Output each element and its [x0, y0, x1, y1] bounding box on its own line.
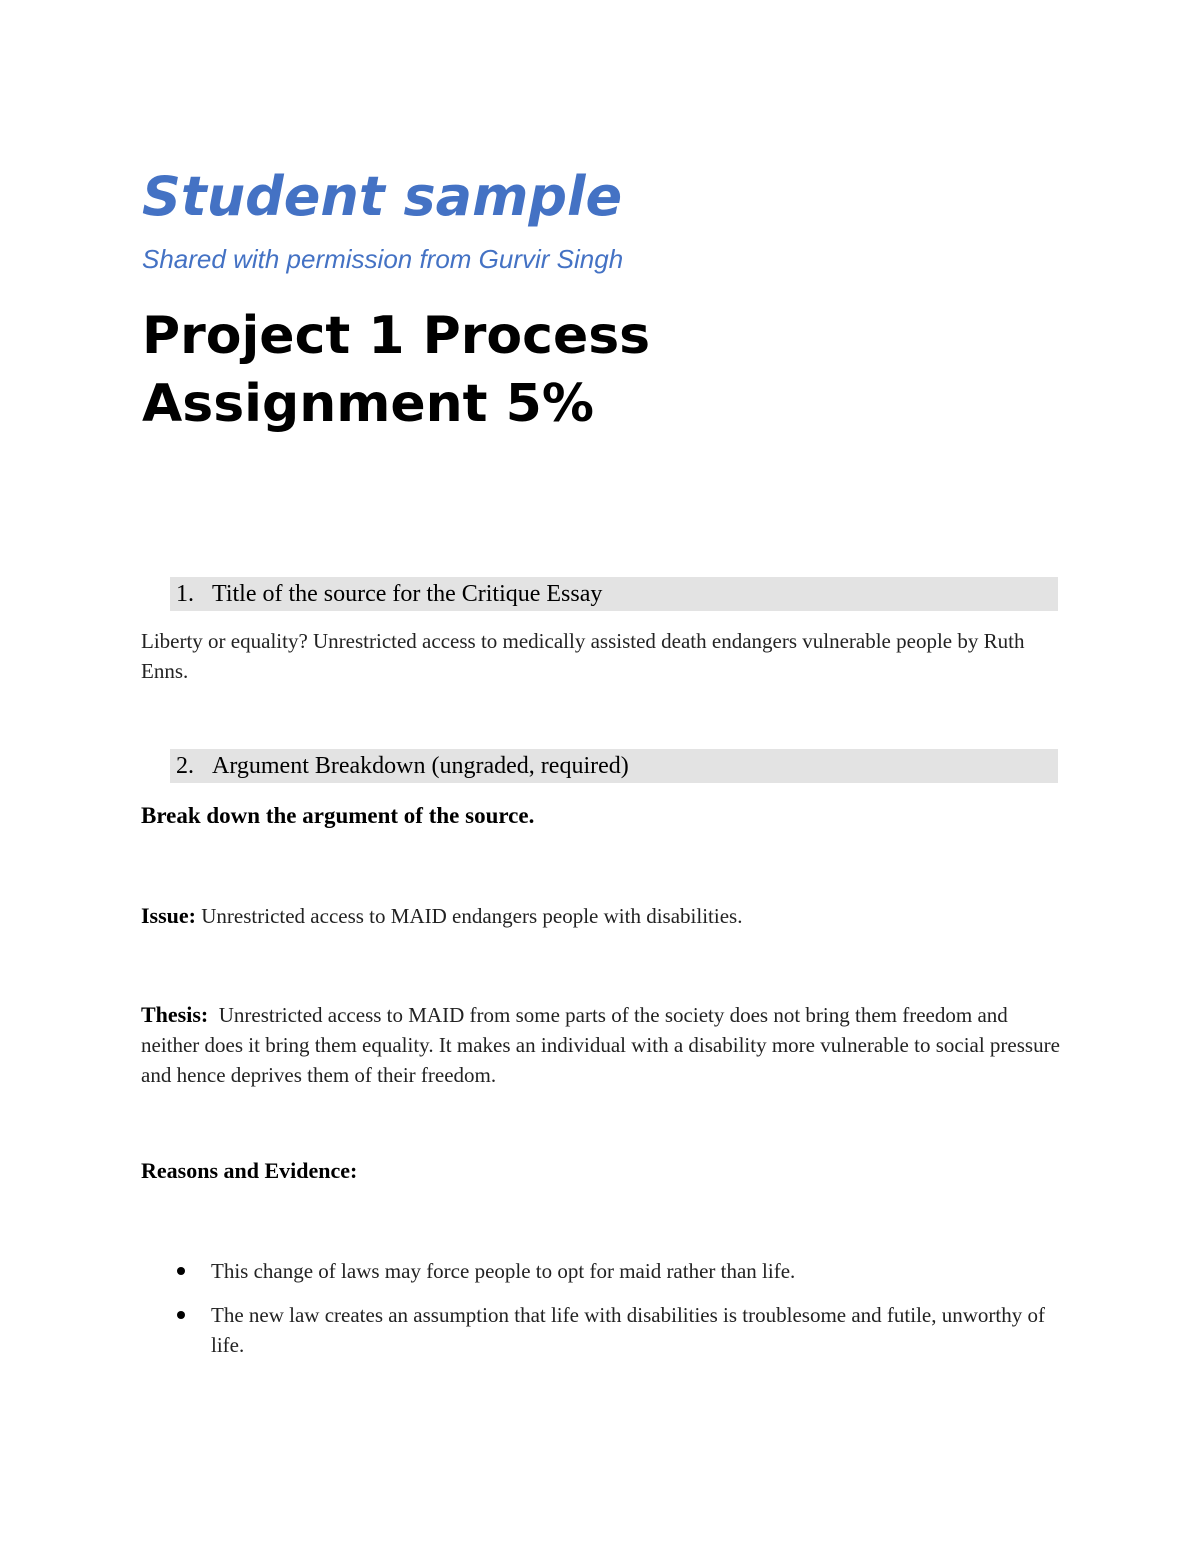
thesis-label: Thesis:: [141, 1002, 209, 1027]
thesis-text: Unrestricted access to MAID from some parts of the society does not bring them freedom and neither does it bring them equality. It makes an individual with a disability more vulnerable to social pressure and hence deprives them of their freedom.: [141, 1003, 1060, 1087]
permission-subtitle: Shared with permission from Gurvir Singh: [142, 244, 624, 274]
bullet-icon: [177, 1311, 185, 1319]
list-item: [141, 1256, 1061, 1286]
section-2-instruction: Break down the argument of the source.: [141, 803, 535, 828]
section-1-title: Title of the source for the Critique Essay: [212, 581, 603, 607]
issue-label: Issue:: [141, 903, 197, 928]
section-1-body: Liberty or equality? Unrestricted access to medically assisted death endangers vulnerable people by Ruth Enns.: [141, 629, 1025, 683]
project-title-line-1: Project 1 Process: [142, 306, 651, 366]
reason-text: This change of laws may force people to opt for maid rather than life.: [211, 1259, 796, 1283]
list-item: [141, 1300, 1061, 1360]
section-2-title: Argument Breakdown (ungraded, required): [212, 753, 629, 779]
reasons-list: [141, 1256, 1061, 1374]
reason-text: The new law creates an assumption that life with disabilities is troublesome and futile, unworthy of life.: [211, 1303, 1045, 1357]
student-sample-heading: Student sample: [142, 165, 623, 228]
project-title-line-2: Assignment 5%: [142, 374, 594, 434]
section-2-number: 2.: [176, 753, 194, 779]
section-2-heading: [170, 749, 1058, 783]
bullet-icon: [177, 1267, 185, 1275]
thesis-paragraph: [141, 1000, 1061, 1090]
section-1-heading: [170, 577, 1058, 611]
project-title: [142, 302, 650, 438]
section-1-number: 1.: [176, 581, 194, 607]
reasons-heading: Reasons and Evidence:: [141, 1158, 358, 1183]
issue-paragraph: [141, 901, 1061, 931]
issue-text: Unrestricted access to MAID endangers people with disabilities.: [201, 904, 743, 928]
